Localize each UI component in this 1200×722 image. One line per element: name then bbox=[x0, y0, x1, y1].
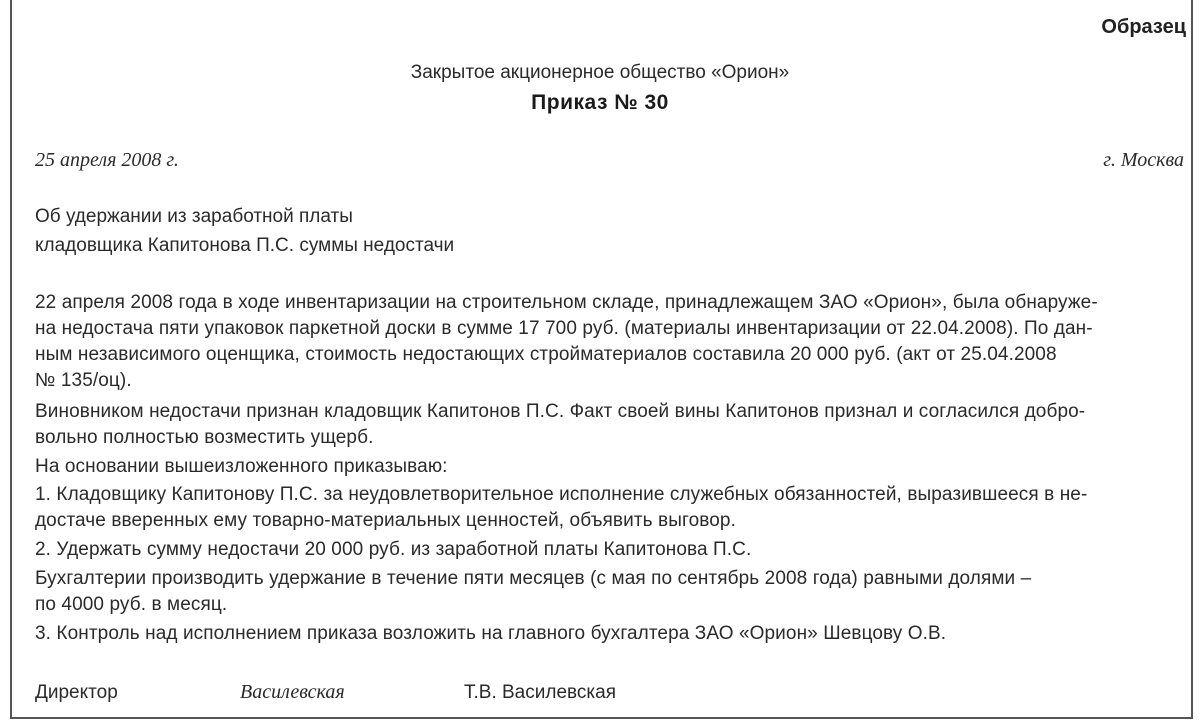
body-line: На основании вышеизложенного приказываю: bbox=[35, 456, 448, 477]
body-line: по 4000 руб. в месяц. bbox=[35, 594, 228, 615]
body-line: на недостача пяти упаковок паркетной доски в сумме 17 700 руб. (материалы инвентаризации от 22.04.2008). По дан- bbox=[35, 318, 1093, 339]
handwritten-signature: Васuлевская bbox=[240, 681, 345, 703]
body-line: вольно полностью возместить ущерб. bbox=[35, 427, 374, 448]
body-line: Виновником недостачи признан кладовщик Капитонов П.С. Факт своей вины Капитонов признал и согласился добро- bbox=[35, 401, 1086, 422]
subject-line: Об удержании из заработной платы bbox=[35, 206, 353, 227]
body-line: 2. Удержать сумму недостачи 20 000 руб. из заработной платы Капитонова П.С. bbox=[35, 539, 752, 560]
order-city: г. Москва bbox=[1103, 149, 1184, 171]
body-line: Бухгалтерии производить удержание в течение пяти месяцев (с мая по сентябрь 2008 года) равными долями – bbox=[35, 568, 1032, 589]
body-line: № 135/оц). bbox=[35, 370, 132, 391]
signature-name: Т.В. Василевская bbox=[464, 682, 616, 703]
organization-name: Закрытое акционерное общество «Орион» bbox=[410, 62, 790, 83]
order-date: 25 апреля 2008 г. bbox=[35, 149, 179, 171]
body-line: ным независимого оценщика, стоимость недостающих стройматериалов составила 20 000 руб. (акт от 25.04.2008 bbox=[35, 344, 1057, 365]
body-line: 22 апреля 2008 года в ходе инвентаризации на строительном складе, принадлежащем ЗАО «Орион», была обнаруже- bbox=[35, 292, 1098, 313]
order-title: Приказ № 30 bbox=[531, 91, 669, 114]
signature-role: Директор bbox=[35, 682, 118, 703]
subject-line: кладовщика Капитонова П.С. суммы недостачи bbox=[35, 235, 455, 256]
body-line: достаче вверенных ему товарно-материальных ценностей, объявить выговор. bbox=[35, 510, 736, 531]
body-line: 1. Кладовщику Капитонову П.С. за неудовлетворительное исполнение служебных обязанностей, выразившееся в не- bbox=[35, 484, 1088, 505]
body-line: 3. Контроль над исполнением приказа возложить на главного бухгалтера ЗАО «Орион» Шевцову О.В. bbox=[35, 623, 947, 644]
sample-label: Образец bbox=[1101, 16, 1186, 38]
